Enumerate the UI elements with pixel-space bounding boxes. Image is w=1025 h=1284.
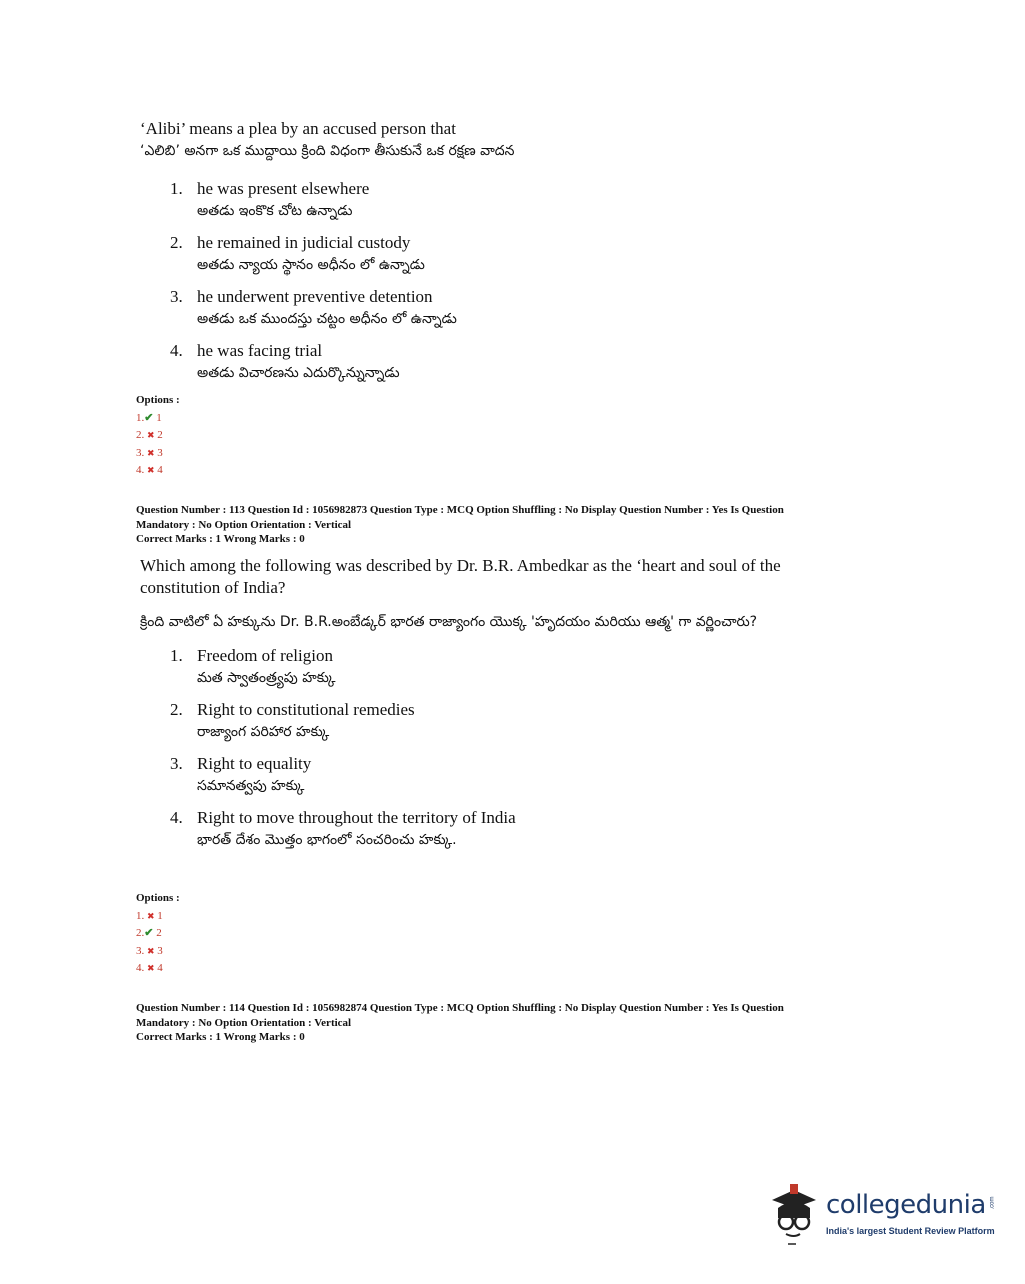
mascot-icon [766, 1178, 824, 1248]
question-112 [140, 118, 860, 394]
question-114-meta: Question Number : 114 Question Id : 1056982874 Question Type : MCQ Option Shuffling : No Display Question Number : Yes Is Question Mandatory : No Option Orientation : Vertical Correct Marks : 1 Wrong Marks : 0 [136, 1002, 784, 1043]
cross-icon: ✖ [147, 963, 155, 973]
option-4 [140, 807, 860, 851]
option-1 [140, 645, 860, 689]
option-2 [140, 699, 860, 743]
option-text-en: he underwent preventive detention [197, 287, 433, 306]
option-number: 3. [170, 754, 183, 773]
option-text-te: అతడు ఇంకొక చోట ఉన్నాడు [197, 203, 353, 219]
cross-icon: ✖ [147, 945, 155, 956]
option-number: 4. [170, 341, 183, 360]
logo-com: .com [989, 1196, 996, 1210]
option-3 [140, 286, 860, 330]
cross-icon: ✖ [147, 465, 155, 475]
option-text-en: he was facing trial [197, 341, 323, 360]
option-text-te: అతడు న్యాయ స్థానం అధీనం లో ఉన్నాడు [197, 257, 425, 273]
answer-row: 4. ✖ 4 [136, 464, 163, 476]
option-2 [140, 232, 860, 276]
answer-row: 2.✔ 2 [136, 927, 162, 939]
check-icon: ✔ [144, 411, 154, 424]
answer-row: 2. ✖ 2 [136, 429, 163, 441]
question-113 [140, 555, 860, 861]
answer-key-heading: Options : [136, 892, 180, 904]
option-number: 4. [170, 808, 183, 827]
option-text-en: he was present elsewhere [197, 179, 370, 198]
answer-key-113 [136, 890, 180, 978]
option-text-en: Right to equality [197, 754, 312, 773]
option-number: 1. [170, 646, 183, 665]
answer-key-112 [136, 392, 180, 480]
answer-row: 1. ✖ 1 [136, 909, 163, 922]
answer-row: 1.✔ 1 [136, 411, 162, 424]
option-number: 2. [170, 700, 183, 719]
option-text-te: అతడు ఒక ముందస్తు చట్టం అధీనం లో ఉన్నాడు [197, 311, 457, 327]
question-stem-en: ‘Alibi’ means a plea by an accused person that [140, 119, 456, 138]
answer-row: 3. ✖ 3 [136, 944, 163, 957]
option-text-te: మత స్వాతంత్ర్యపు హక్కు [197, 670, 336, 686]
logo-tagline: India's largest Student Review Platform [826, 1226, 995, 1236]
option-3 [140, 753, 860, 797]
option-number: 3. [170, 287, 183, 306]
option-text-en: Right to move throughout the territory of India [197, 808, 516, 827]
question-stem-en: Which among the following was described by Dr. B.R. Ambedkar as the ‘heart and soul of the constitution of India? [140, 556, 781, 597]
answer-row: 4. ✖ 4 [136, 962, 163, 974]
option-1 [140, 178, 860, 222]
option-text-te: అతడు విచారణను ఎదుర్కొన్నున్నాడు [197, 365, 400, 381]
question-stem-te: క్రింది వాటిలో ఏ హక్కును Dr. B.R.అంబేడ్కర్ భారత రాజ్యాంగం యొక్క 'హృదయం మరియు ఆత్మ' గా వర్ణించారు? [140, 614, 758, 630]
collegedunia-logo [766, 1178, 998, 1248]
option-text-te: భారత్ దేశం మొత్తం భాగంలో సంచరించు హక్కు. [197, 832, 457, 848]
check-icon: ✔ [144, 927, 154, 939]
option-4 [140, 340, 860, 384]
option-number: 1. [170, 179, 183, 198]
option-text-te: సమానత్వపు హక్కు [197, 778, 305, 794]
question-stem-te: ‘ఎలిబి’ అనగా ఒక ముద్దాయి క్రింది విధంగా తీసుకునే ఒక రక్షణ వాదన [140, 143, 515, 159]
logo-wordmark: collegedunia [826, 1190, 986, 1220]
option-text-te: రాజ్యాంగ పరిహార హక్కు [197, 724, 330, 740]
option-text-en: he remained in judicial custody [197, 233, 411, 252]
cross-icon: ✖ [147, 447, 155, 458]
option-text-en: Right to constitutional remedies [197, 700, 415, 719]
option-text-en: Freedom of religion [197, 646, 333, 665]
cross-icon: ✖ [147, 430, 155, 440]
answer-row: 3. ✖ 3 [136, 446, 163, 459]
cross-icon: ✖ [147, 910, 155, 921]
option-number: 2. [170, 233, 183, 252]
question-113-meta: Question Number : 113 Question Id : 1056982873 Question Type : MCQ Option Shuffling : No Display Question Number : Yes Is Question Mandatory : No Option Orientation : Vertical Correct Marks : 1 Wrong Marks : 0 [136, 504, 784, 545]
answer-key-heading: Options : [136, 394, 180, 406]
